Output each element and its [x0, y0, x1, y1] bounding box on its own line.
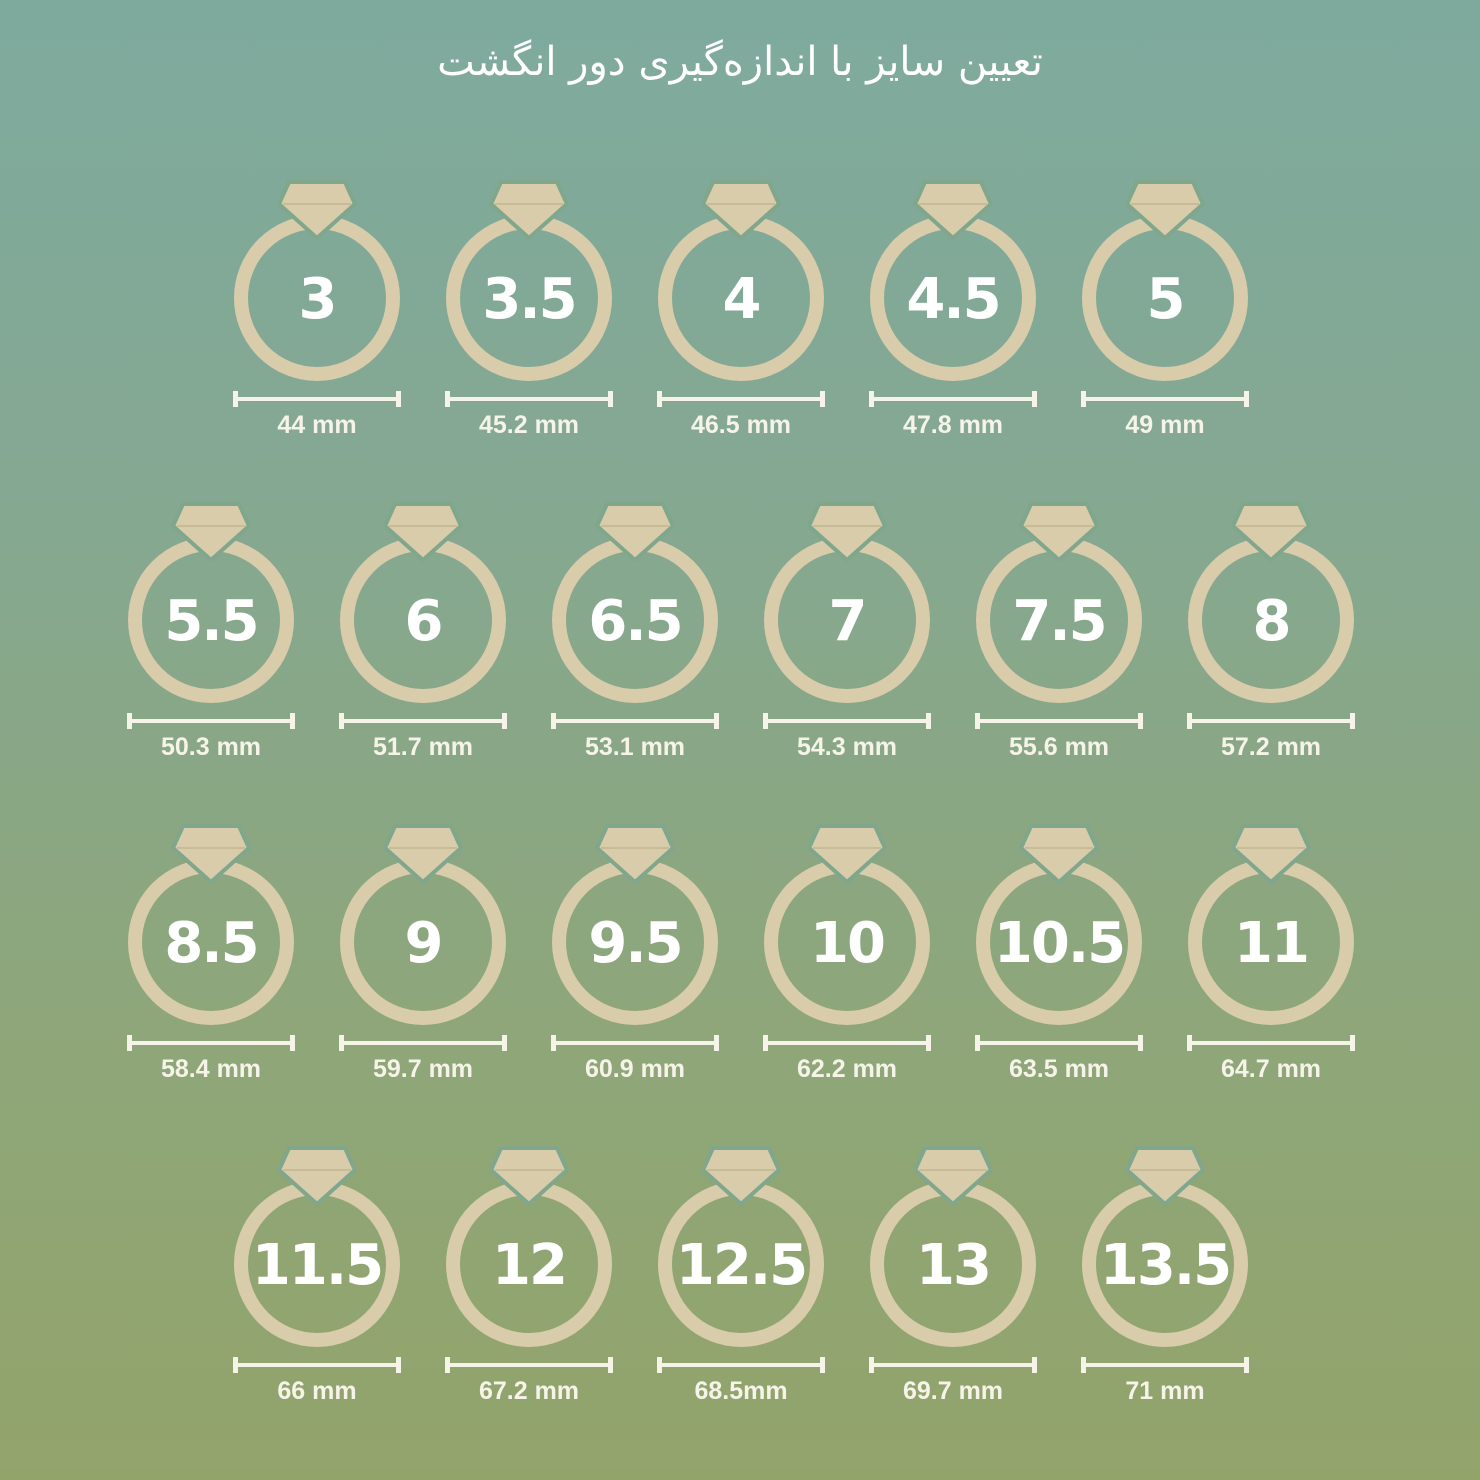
ring-size-card: [939, 824, 1179, 1104]
ring-size-number: 10: [810, 911, 884, 976]
ring-size-number: 3.5: [482, 267, 576, 332]
ring-size-card: [833, 180, 1073, 460]
ring-size-card: [727, 824, 967, 1104]
ring-size-card: [409, 1146, 649, 1426]
ring-size-card: [515, 502, 755, 782]
ring-size-number: 13: [916, 1233, 990, 1298]
ring-size-card: [1151, 824, 1391, 1104]
ring-size-number: 5: [1146, 267, 1184, 332]
circumference-label: 69.7 mm: [902, 1377, 1004, 1405]
circumference-label: 44 mm: [277, 411, 357, 439]
circumference-label: 51.7 mm: [372, 733, 474, 761]
circumference-label: 63.5 mm: [1008, 1055, 1110, 1083]
circumference-label: 46.5 mm: [690, 411, 792, 439]
ring-size-number: 12.5: [675, 1233, 807, 1298]
circumference-label: 45.2 mm: [478, 411, 580, 439]
ring-size-card: [197, 180, 437, 460]
ring-size-number: 12: [492, 1233, 566, 1298]
ring-size-number: 9.5: [588, 911, 682, 976]
ring-size-number: 13.5: [1099, 1233, 1231, 1298]
circumference-label: 71 mm: [1125, 1377, 1205, 1405]
ring-size-card: [621, 1146, 861, 1426]
ring-size-card: [621, 180, 861, 460]
ring-size-number: 7: [828, 589, 866, 654]
circumference-label: 49 mm: [1125, 411, 1205, 439]
ring-size-number: 6: [404, 589, 442, 654]
ring-size-card: [91, 502, 331, 782]
ring-size-card: [303, 502, 543, 782]
ring-size-number: 8.5: [164, 911, 258, 976]
ring-size-card: [1045, 180, 1285, 460]
ring-size-card: [1045, 1146, 1285, 1426]
circumference-label: 50.3 mm: [160, 733, 262, 761]
ring-size-card: [303, 824, 543, 1104]
ring-size-number: 4: [722, 267, 760, 332]
ring-size-number: 4.5: [906, 267, 1000, 332]
circumference-label: 58.4 mm: [160, 1055, 262, 1083]
ring-size-card: [515, 824, 755, 1104]
ring-size-number: 11: [1234, 911, 1308, 976]
ring-size-card: [1151, 502, 1391, 782]
circumference-label: 47.8 mm: [902, 411, 1004, 439]
ring-size-number: 7.5: [1012, 589, 1106, 654]
circumference-label: 55.6 mm: [1008, 733, 1110, 761]
circumference-label: 68.5mm: [694, 1377, 788, 1405]
circumference-label: 67.2 mm: [478, 1377, 580, 1405]
ring-size-number: 5.5: [164, 589, 258, 654]
circumference-label: 66 mm: [277, 1377, 357, 1405]
circumference-label: 54.3 mm: [796, 733, 898, 761]
ring-size-card: [91, 824, 331, 1104]
ring-size-card: [197, 1146, 437, 1426]
circumference-label: 53.1 mm: [584, 733, 686, 761]
page-title: تعیین سایز با اندازه‌گیری دور انگشت: [437, 39, 1043, 85]
circumference-label: 57.2 mm: [1220, 733, 1322, 761]
ring-size-number: 3: [298, 267, 336, 332]
circumference-label: 59.7 mm: [372, 1055, 474, 1083]
ring-size-card: [727, 502, 967, 782]
ring-size-card: [833, 1146, 1073, 1426]
ring-size-number: 6.5: [588, 589, 682, 654]
ring-size-number: 10.5: [993, 911, 1125, 976]
ring-size-number: 9: [404, 911, 442, 976]
circumference-label: 64.7 mm: [1220, 1055, 1322, 1083]
circumference-label: 60.9 mm: [584, 1055, 686, 1083]
ring-size-number: 11.5: [251, 1233, 383, 1298]
ring-size-number: 8: [1252, 589, 1290, 654]
ring-size-card: [409, 180, 649, 460]
ring-size-card: [939, 502, 1179, 782]
circumference-label: 62.2 mm: [796, 1055, 898, 1083]
